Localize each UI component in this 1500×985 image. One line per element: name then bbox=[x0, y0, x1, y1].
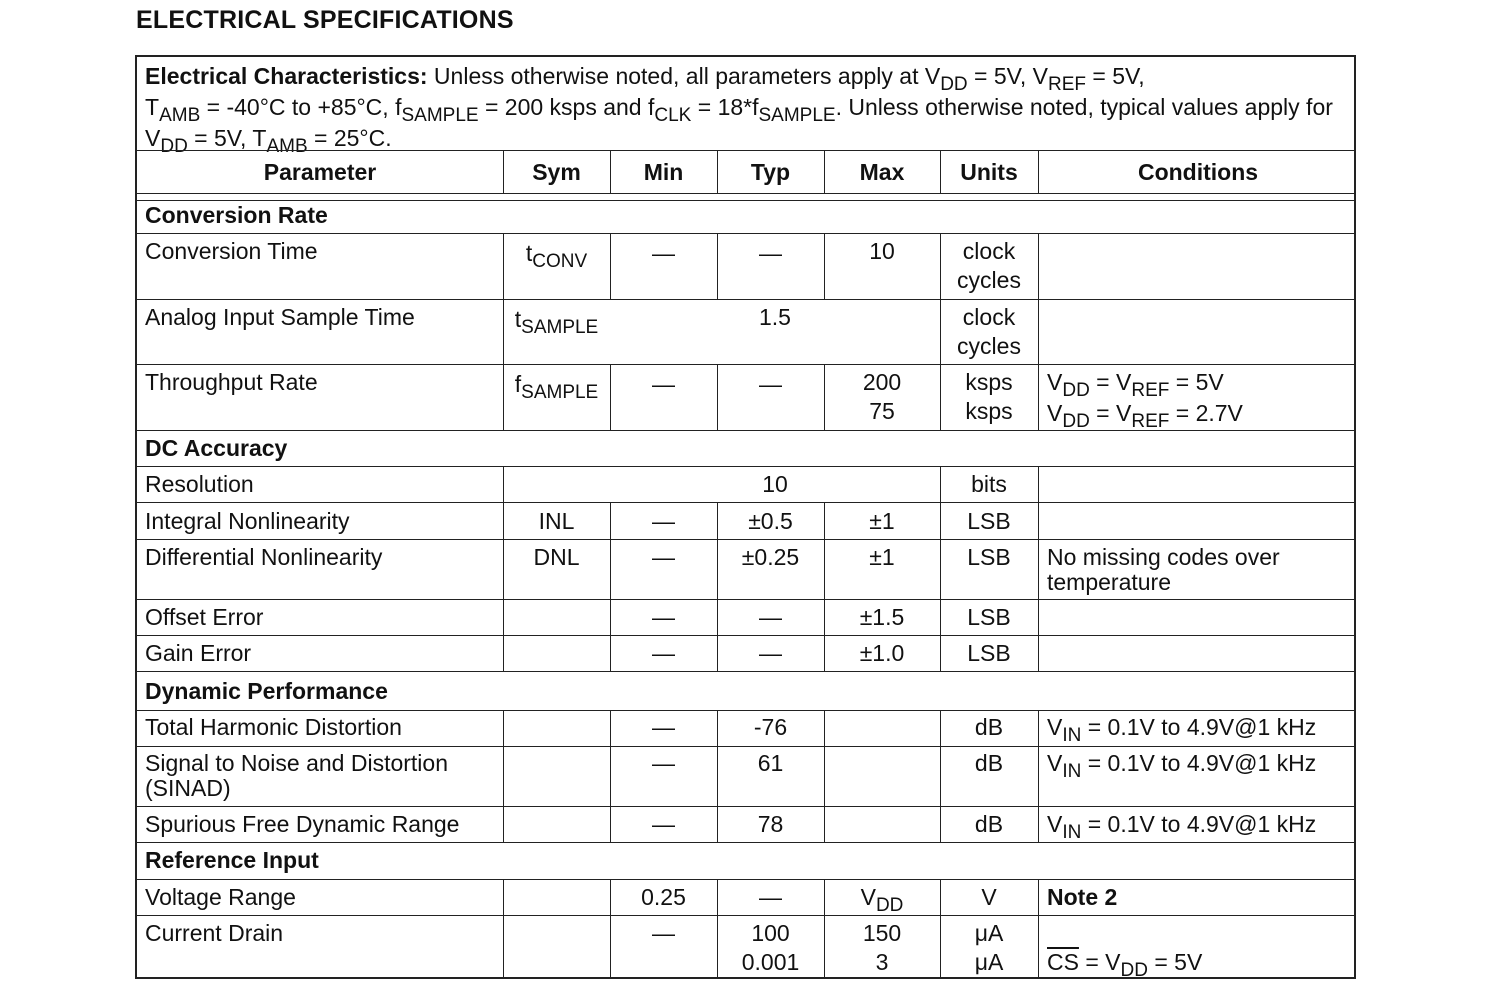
row-divider bbox=[137, 539, 1354, 540]
section-heading: Reference Input bbox=[145, 847, 319, 873]
page-title: ELECTRICAL SPECIFICATIONS bbox=[136, 6, 514, 34]
typ-cell: 10 bbox=[762, 471, 788, 497]
row-divider bbox=[137, 299, 1354, 300]
conditions-cell: $V_{DD} = V_{REF} = 5V$ $V_{DD} = V_{REF} = 2.7V$ bbox=[1047, 369, 1243, 432]
conditions-cell: $V_{IN} = 0.1V$ to 4.9V@1 kHz bbox=[1047, 714, 1317, 746]
col-header-max: Max bbox=[859, 159, 905, 185]
col-header-typ: Typ bbox=[750, 159, 791, 185]
param-label: Throughput Rate bbox=[145, 369, 318, 395]
typ-cell: 78 bbox=[757, 811, 784, 837]
typ-cell: ±0.25 bbox=[741, 544, 800, 570]
row-divider bbox=[137, 150, 1354, 151]
param-label: Gain Error bbox=[145, 640, 252, 666]
param-label: Spurious Free Dynamic Range bbox=[145, 811, 460, 837]
min-cell: 0.25 bbox=[641, 884, 686, 910]
max-cell: 150 3 bbox=[862, 920, 902, 975]
max-cell: ±1 bbox=[869, 544, 895, 570]
param-label: Signal to Noise and Distortion (SINAD) bbox=[145, 750, 448, 801]
row-divider bbox=[137, 879, 1354, 880]
col-divider bbox=[503, 710, 504, 842]
row-divider bbox=[137, 193, 1354, 194]
row-divider bbox=[137, 915, 1354, 916]
units-cell: bits bbox=[971, 471, 1007, 497]
typ-cell: — bbox=[759, 240, 782, 266]
conditions-cell: $V_{IN} = 0.1V$ to 4.9V@1 kHz bbox=[1047, 811, 1317, 843]
sym-cell: $t_{SAMPLE}$ bbox=[514, 306, 599, 338]
max-cell: ±1.5 bbox=[859, 604, 905, 630]
col-header-min: Min bbox=[643, 159, 684, 185]
max-cell: ±1.0 bbox=[859, 640, 905, 666]
units-cell: LSB bbox=[967, 604, 1011, 630]
col-header-conditions: Conditions bbox=[1137, 159, 1259, 185]
units-cell: LSB bbox=[967, 640, 1011, 666]
units-cell: dB bbox=[974, 714, 1004, 740]
sym-cell: $f_{SAMPLE}$ bbox=[514, 371, 599, 403]
spec-table bbox=[135, 55, 1356, 979]
param-label: Conversion Time bbox=[145, 238, 318, 264]
param-label: Integral Nonlinearity bbox=[145, 508, 350, 534]
min-cell: — bbox=[652, 604, 675, 630]
row-divider bbox=[137, 635, 1354, 636]
units-cell: clock cycles bbox=[957, 304, 1021, 359]
col-divider bbox=[824, 710, 825, 842]
units-cell: ksps ksps bbox=[965, 369, 1013, 424]
units-cell: V bbox=[981, 884, 997, 910]
sym-cell: INL bbox=[538, 508, 575, 534]
col-divider bbox=[1038, 879, 1039, 979]
max-cell: 200 75 bbox=[862, 369, 902, 424]
units-cell: LSB bbox=[967, 508, 1011, 534]
typ-cell: 1.5 bbox=[759, 304, 791, 330]
typ-cell: 100 0.001 bbox=[741, 920, 800, 975]
row-divider bbox=[137, 364, 1354, 365]
max-cell: $V_{DD}$ bbox=[860, 884, 904, 916]
param-label: Analog Input Sample Time bbox=[145, 304, 415, 330]
row-divider bbox=[137, 430, 1354, 431]
min-cell: — bbox=[652, 811, 675, 837]
row-divider bbox=[137, 842, 1354, 843]
col-header-parameter: Parameter bbox=[263, 159, 377, 185]
sym-cell: DNL bbox=[533, 544, 580, 570]
row-divider bbox=[137, 671, 1354, 672]
typ-cell: — bbox=[759, 640, 782, 666]
row-divider bbox=[137, 710, 1354, 711]
conditions-cell: Note 2 bbox=[1047, 884, 1118, 910]
row-divider bbox=[137, 806, 1354, 807]
conditions-cell: $V_{IN} = 0.1V$ to 4.9V@1 kHz bbox=[1047, 750, 1317, 782]
section-heading: Dynamic Performance bbox=[145, 678, 388, 704]
min-cell: — bbox=[652, 750, 675, 776]
min-cell: — bbox=[652, 240, 675, 266]
col-divider bbox=[1038, 466, 1039, 671]
min-cell: — bbox=[652, 508, 675, 534]
col-divider bbox=[503, 879, 504, 979]
row-divider bbox=[137, 502, 1354, 503]
row-divider bbox=[137, 599, 1354, 600]
units-cell: LSB bbox=[967, 544, 1011, 570]
min-cell: — bbox=[652, 640, 675, 666]
typ-cell: — bbox=[759, 604, 782, 630]
units-cell: clock cycles bbox=[957, 238, 1021, 293]
row-divider bbox=[137, 746, 1354, 747]
min-cell: — bbox=[652, 714, 675, 740]
min-cell: — bbox=[652, 371, 675, 397]
units-cell: dB bbox=[974, 811, 1004, 837]
units-cell: μA μA bbox=[974, 920, 1004, 975]
sym-cell: $t_{CONV}$ bbox=[525, 240, 588, 272]
max-cell: 10 bbox=[869, 238, 895, 264]
min-cell: — bbox=[652, 544, 675, 570]
conditions-cell: No missing codes over temperature bbox=[1047, 544, 1280, 595]
typ-cell: -76 bbox=[753, 714, 788, 740]
section-heading: Conversion Rate bbox=[145, 202, 328, 228]
typ-cell: ±0.5 bbox=[748, 508, 793, 534]
row-divider bbox=[137, 466, 1354, 467]
typ-cell: 61 bbox=[757, 750, 784, 776]
typ-cell: — bbox=[759, 884, 782, 910]
col-divider bbox=[1038, 710, 1039, 842]
param-label: Resolution bbox=[145, 471, 254, 497]
typ-cell: — bbox=[759, 371, 782, 397]
param-label: Offset Error bbox=[145, 604, 264, 630]
section-heading: DC Accuracy bbox=[145, 435, 288, 461]
max-cell: ±1 bbox=[869, 508, 895, 534]
param-label: Differential Nonlinearity bbox=[145, 544, 383, 570]
conditions-intro: Electrical Characteristics: Unless otherwise noted, all parameters apply at $V_{DD} = 5V$, $V_{REF} = 5V$, $T_{AMB} = -40^\circ C$ to +85°C, $f_{SAMPLE} = 200$ ksps and $f_{CLK} = 18*f_{SAMPLE}$. Unless otherwise noted, typical values apply for $V_{DD} = 5V$, $T_{AMB} = 25^\circ C$. bbox=[145, 63, 1333, 157]
param-label: Voltage Range bbox=[145, 884, 296, 910]
col-divider bbox=[1038, 233, 1039, 430]
col-header-sym: Sym bbox=[532, 159, 581, 185]
col-header-units: Units bbox=[960, 159, 1018, 185]
units-cell: dB bbox=[974, 750, 1004, 776]
min-cell: — bbox=[652, 920, 675, 946]
param-label: Total Harmonic Distortion bbox=[145, 714, 402, 740]
row-divider bbox=[137, 233, 1354, 234]
conditions-cell: $\overline{CS} = V_{DD} = 5V$ bbox=[1047, 949, 1203, 981]
param-label: Current Drain bbox=[145, 920, 284, 946]
